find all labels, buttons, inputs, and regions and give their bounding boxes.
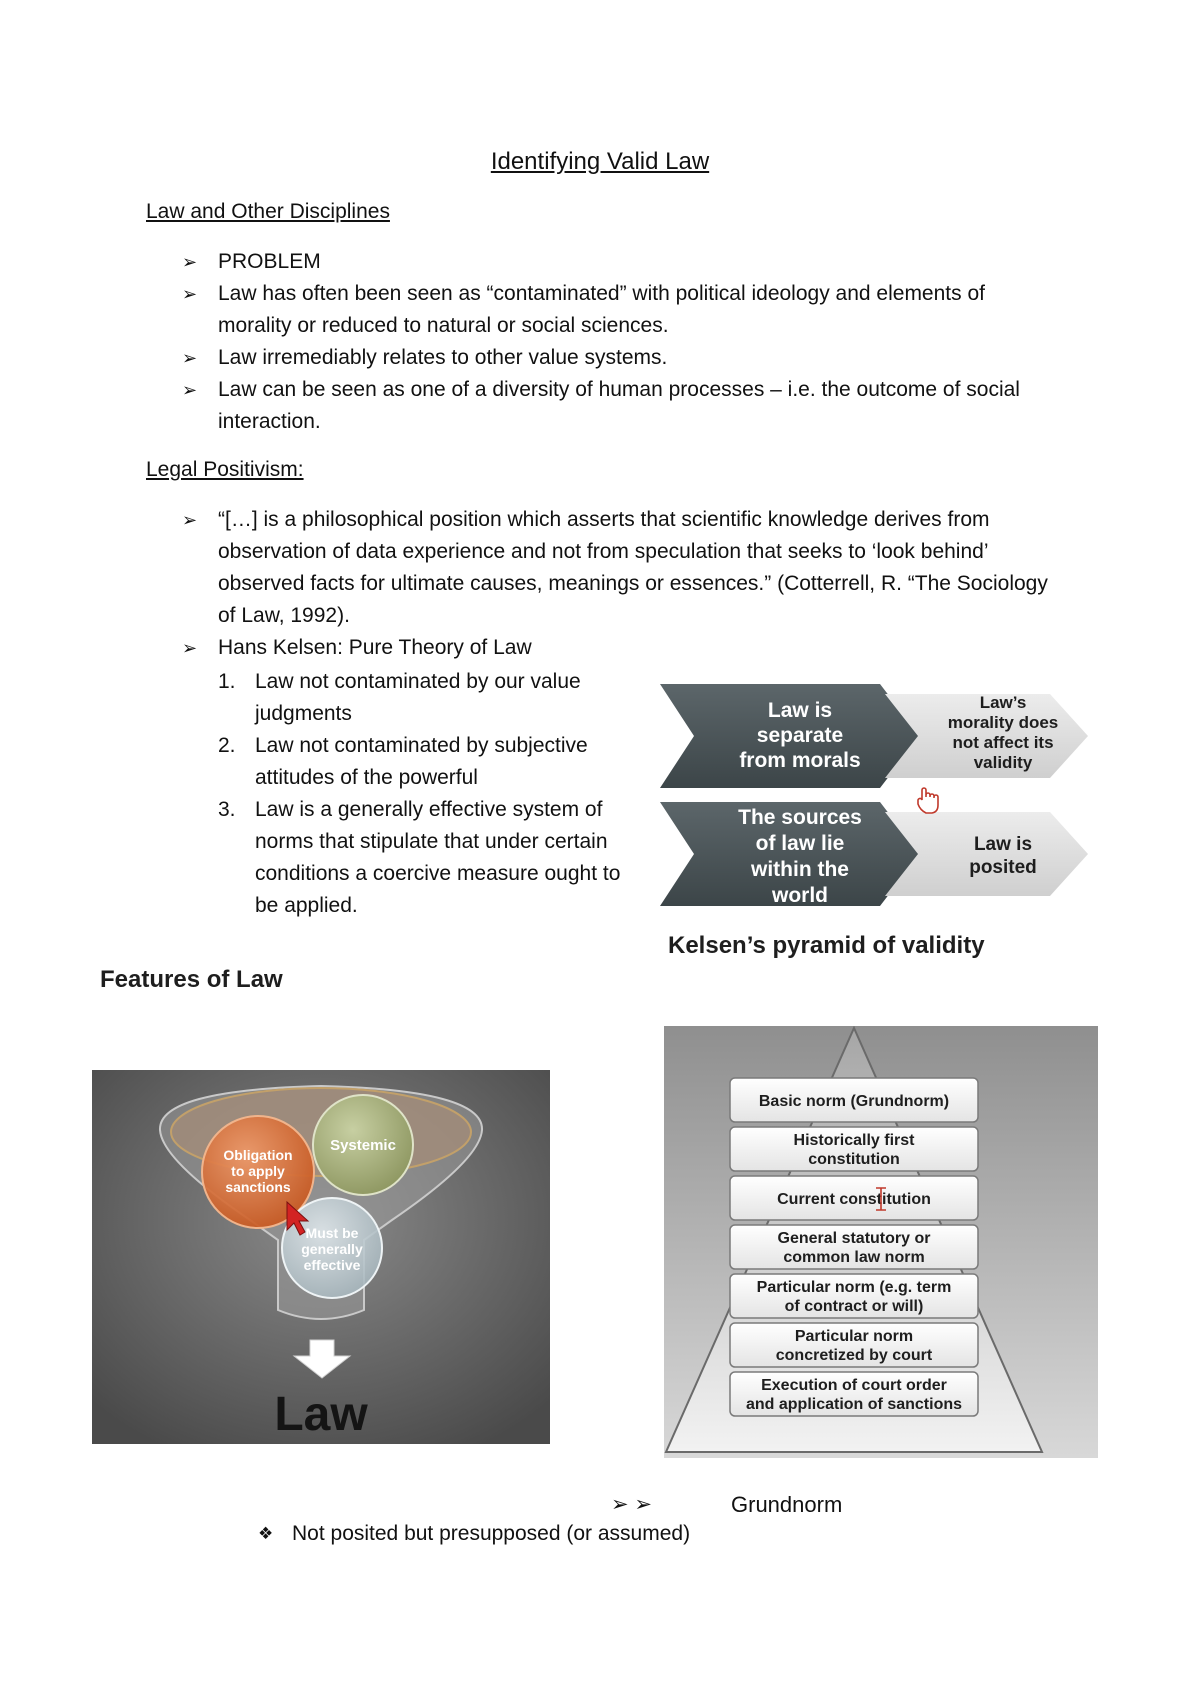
arrow-bullet-icon: ➢ bbox=[182, 284, 198, 304]
pyramid-levels bbox=[730, 1078, 978, 1416]
kelsen-pyramid bbox=[664, 1026, 1098, 1458]
chevron-light-1-text: Law’s morality does not affect its validity bbox=[947, 693, 1059, 772]
circle-obligation-text: Obligation to apply sanctions bbox=[223, 1147, 293, 1195]
list-item: 1. Law not contaminated by our value judgments bbox=[218, 670, 581, 725]
features-of-law-title: Features of Law bbox=[100, 966, 283, 993]
pyramid-level-label: Basic norm (Grundnorm) bbox=[758, 1093, 950, 1110]
problem-bullet-list bbox=[182, 246, 1062, 438]
chevron-diagram bbox=[660, 680, 1120, 916]
arrow-bullet-icon: ➢ bbox=[182, 638, 198, 658]
grundnorm-note: Not posited but presupposed (or assumed) bbox=[292, 1522, 691, 1545]
funnel-result-label: Law bbox=[274, 1388, 368, 1441]
arrow-bullet-icon: ➢ bbox=[182, 510, 198, 530]
arrow-bullet-icon: ➢ bbox=[182, 380, 198, 400]
pyramid-level-label: Particular norm (e.g. term of contract or will) bbox=[756, 1279, 952, 1315]
pyramid-level-label: Current constitution bbox=[777, 1191, 931, 1208]
pyramid-level-label: General statutory or common law norm bbox=[777, 1230, 931, 1266]
chevron-light-2-text: Law is posited bbox=[969, 834, 1037, 878]
chevron-dark-1-text: Law is separate from morals bbox=[739, 699, 861, 772]
arrow-bullet-icon: ➢ bbox=[182, 252, 198, 272]
list-item: ➢ Law can be seen as one of a diversity of human processes – i.e. the outcome of social interaction. bbox=[182, 374, 1062, 438]
list-item: ➢ Hans Kelsen: Pure Theory of Law bbox=[182, 632, 1062, 664]
grundnorm-label: Grundnorm bbox=[731, 1492, 843, 1517]
section-heading-law-and-other-disciplines: Law and Other Disciplines bbox=[146, 200, 390, 223]
kelsen-numbered-list bbox=[218, 666, 628, 922]
pyramid-level-label: Historically first constitution bbox=[793, 1132, 915, 1168]
list-item: 3. Law is a generally effective system of norms that stipulate that under certain conditions a coercive measure ought to be applied. bbox=[218, 798, 621, 917]
circle-effective-text: Must be generally effective bbox=[301, 1225, 363, 1273]
pyramid-title: Kelsen’s pyramid of validity bbox=[668, 932, 985, 959]
chevron-dark-2-text: The sources of law lie within the world bbox=[738, 806, 862, 907]
list-item: ➢ PROBLEM bbox=[182, 246, 1062, 278]
double-arrow-bullet-icon: ➢ ➢ bbox=[611, 1493, 653, 1516]
positivism-bullet-list bbox=[182, 504, 1062, 664]
document-title: Identifying Valid Law bbox=[490, 148, 710, 175]
list-item: ➢ Law irremediably relates to other value systems. bbox=[182, 342, 1062, 374]
pyramid-level-label: Execution of court order and application of sanctions bbox=[745, 1377, 963, 1413]
diamond-bullet-icon: ❖ bbox=[258, 1524, 274, 1543]
arrow-bullet-icon: ➢ bbox=[182, 348, 198, 368]
hand-cursor-icon bbox=[918, 788, 938, 813]
list-item: ➢ Law has often been seen as “contaminated” with political ideology and elements of morality or reduced to natural or social sciences. bbox=[182, 278, 1062, 342]
pyramid-level-label: Particular norm concretized by court bbox=[775, 1328, 933, 1364]
list-item: ➢ “[…] is a philosophical position which asserts that scientific knowledge derives from observation of data experience and not from speculation that seeks to ‘look behind’ observed facts for ultimate causes, meanings or essences.” (Cotterrell, R. “The Sociology of Law, 1992). bbox=[182, 504, 1062, 632]
features-of-law-funnel bbox=[92, 1070, 550, 1444]
list-item: 2. Law not contaminated by subjective attitudes of the powerful bbox=[218, 734, 588, 789]
section-heading-legal-positivism: Legal Positivism: bbox=[146, 458, 304, 481]
circle-systemic-text: Systemic bbox=[330, 1137, 396, 1154]
